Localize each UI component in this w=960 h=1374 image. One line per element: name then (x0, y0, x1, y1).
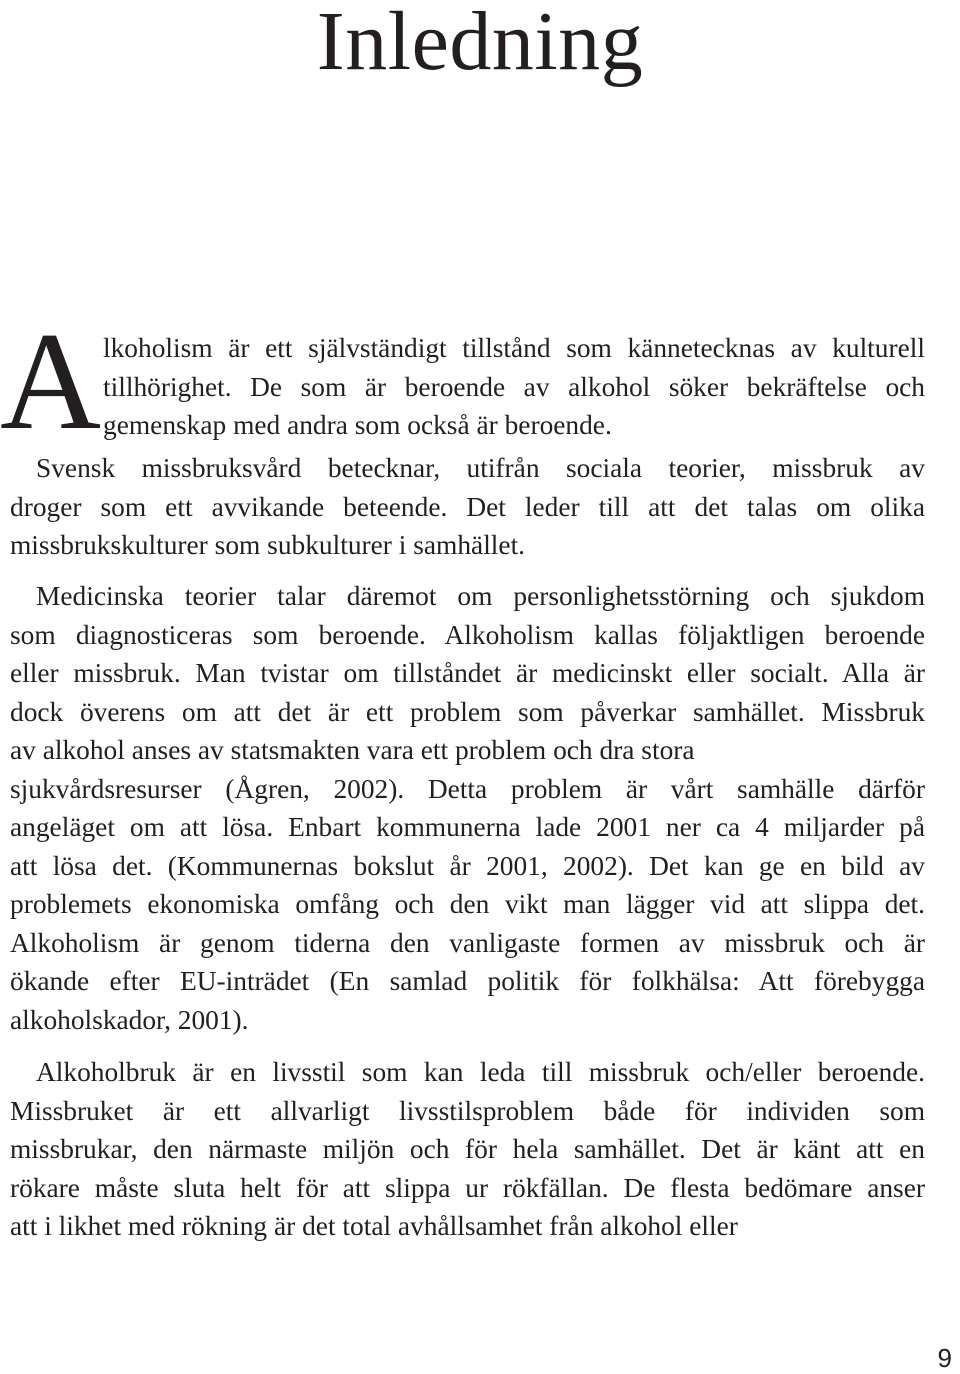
paragraph-line: Medicinska teorier talar däremot om personlighetsstörning och sjukdom (36, 581, 925, 611)
intro-line: lkoholism är ett självständigt tillstånd som kännetecknas av kulturell (103, 333, 925, 363)
paragraph-line: ökande efter EU-inträdet (En samlad politik för folkhälsa: Att förebygga (10, 966, 925, 996)
paragraph-line: sjukvårdsresurser (Ågren, 2002). Detta problem är vårt samhälle därför (10, 773, 925, 804)
paragraph-line: problemets ekonomiska omfång och den vikt man lägger vid att slippa det. (10, 889, 925, 919)
paragraph-line: av alkohol anses av statsmakten vara ett problem och dra stora (10, 735, 695, 765)
paragraph-line: eller missbruk. Man tvistar om tillståndet är medicinskt eller socialt. Alla är (10, 658, 925, 688)
paragraph-line: att i likhet med rökning är det total avhållsamhet från alkohol eller (10, 1211, 738, 1241)
paragraph-3 (10, 1053, 925, 1246)
paragraph-line: Alkoholbruk är en livsstil som kan leda till missbruk och/eller beroende. (36, 1057, 925, 1087)
page-number: 9 (937, 1343, 952, 1373)
paragraph-line: rökare måste sluta helt för att slippa ur rökfällan. De flesta bedömare anser (10, 1172, 925, 1203)
chapter-title: Inledning (316, 0, 644, 88)
paragraph-line: droger som ett avvikande beteende. Det leder till att det talas om olika (10, 491, 925, 522)
paragraph-line: som diagnosticeras som beroende. Alkoholism kallas följaktligen beroende (10, 619, 925, 650)
paragraph-line: alkoholskador, 2001). (10, 1004, 249, 1035)
paragraph-line: missbrukar, den närmaste miljön och för hela samhället. Det är känt att en (10, 1134, 925, 1164)
paragraph-line: Alkoholism är genom tiderna den vanligaste formen av missbruk och är (10, 927, 925, 958)
paragraph-2 (10, 577, 925, 1039)
intro-paragraph (103, 329, 925, 445)
paragraph-line: dock överens om att det är ett problem som påverkar samhället. Missbruk (10, 696, 925, 727)
paragraph-1 (10, 449, 925, 565)
paragraph-line: att lösa det. (Kommunernas bokslut år 2001, 2002). Det kan ge en bild av (10, 850, 925, 881)
paragraph-line: Missbruket är ett allvarligt livsstilsproblem både för individen som (10, 1095, 925, 1126)
paragraph-line: Svensk missbruksvård betecknar, utifrån sociala teorier, missbruk av (36, 453, 925, 483)
paragraph-line: missbrukskulturer som subkulturer i samhället. (10, 530, 526, 560)
intro-line: tillhörighet. De som är beroende av alkohol söker bekräftelse och (103, 371, 925, 402)
paragraph-line: angeläget om att lösa. Enbart kommunerna lade 2001 ner ca 4 miljarder på (10, 812, 925, 842)
drop-cap: A (0, 304, 102, 459)
intro-line: gemenskap med andra som också är beroende. (103, 410, 612, 440)
